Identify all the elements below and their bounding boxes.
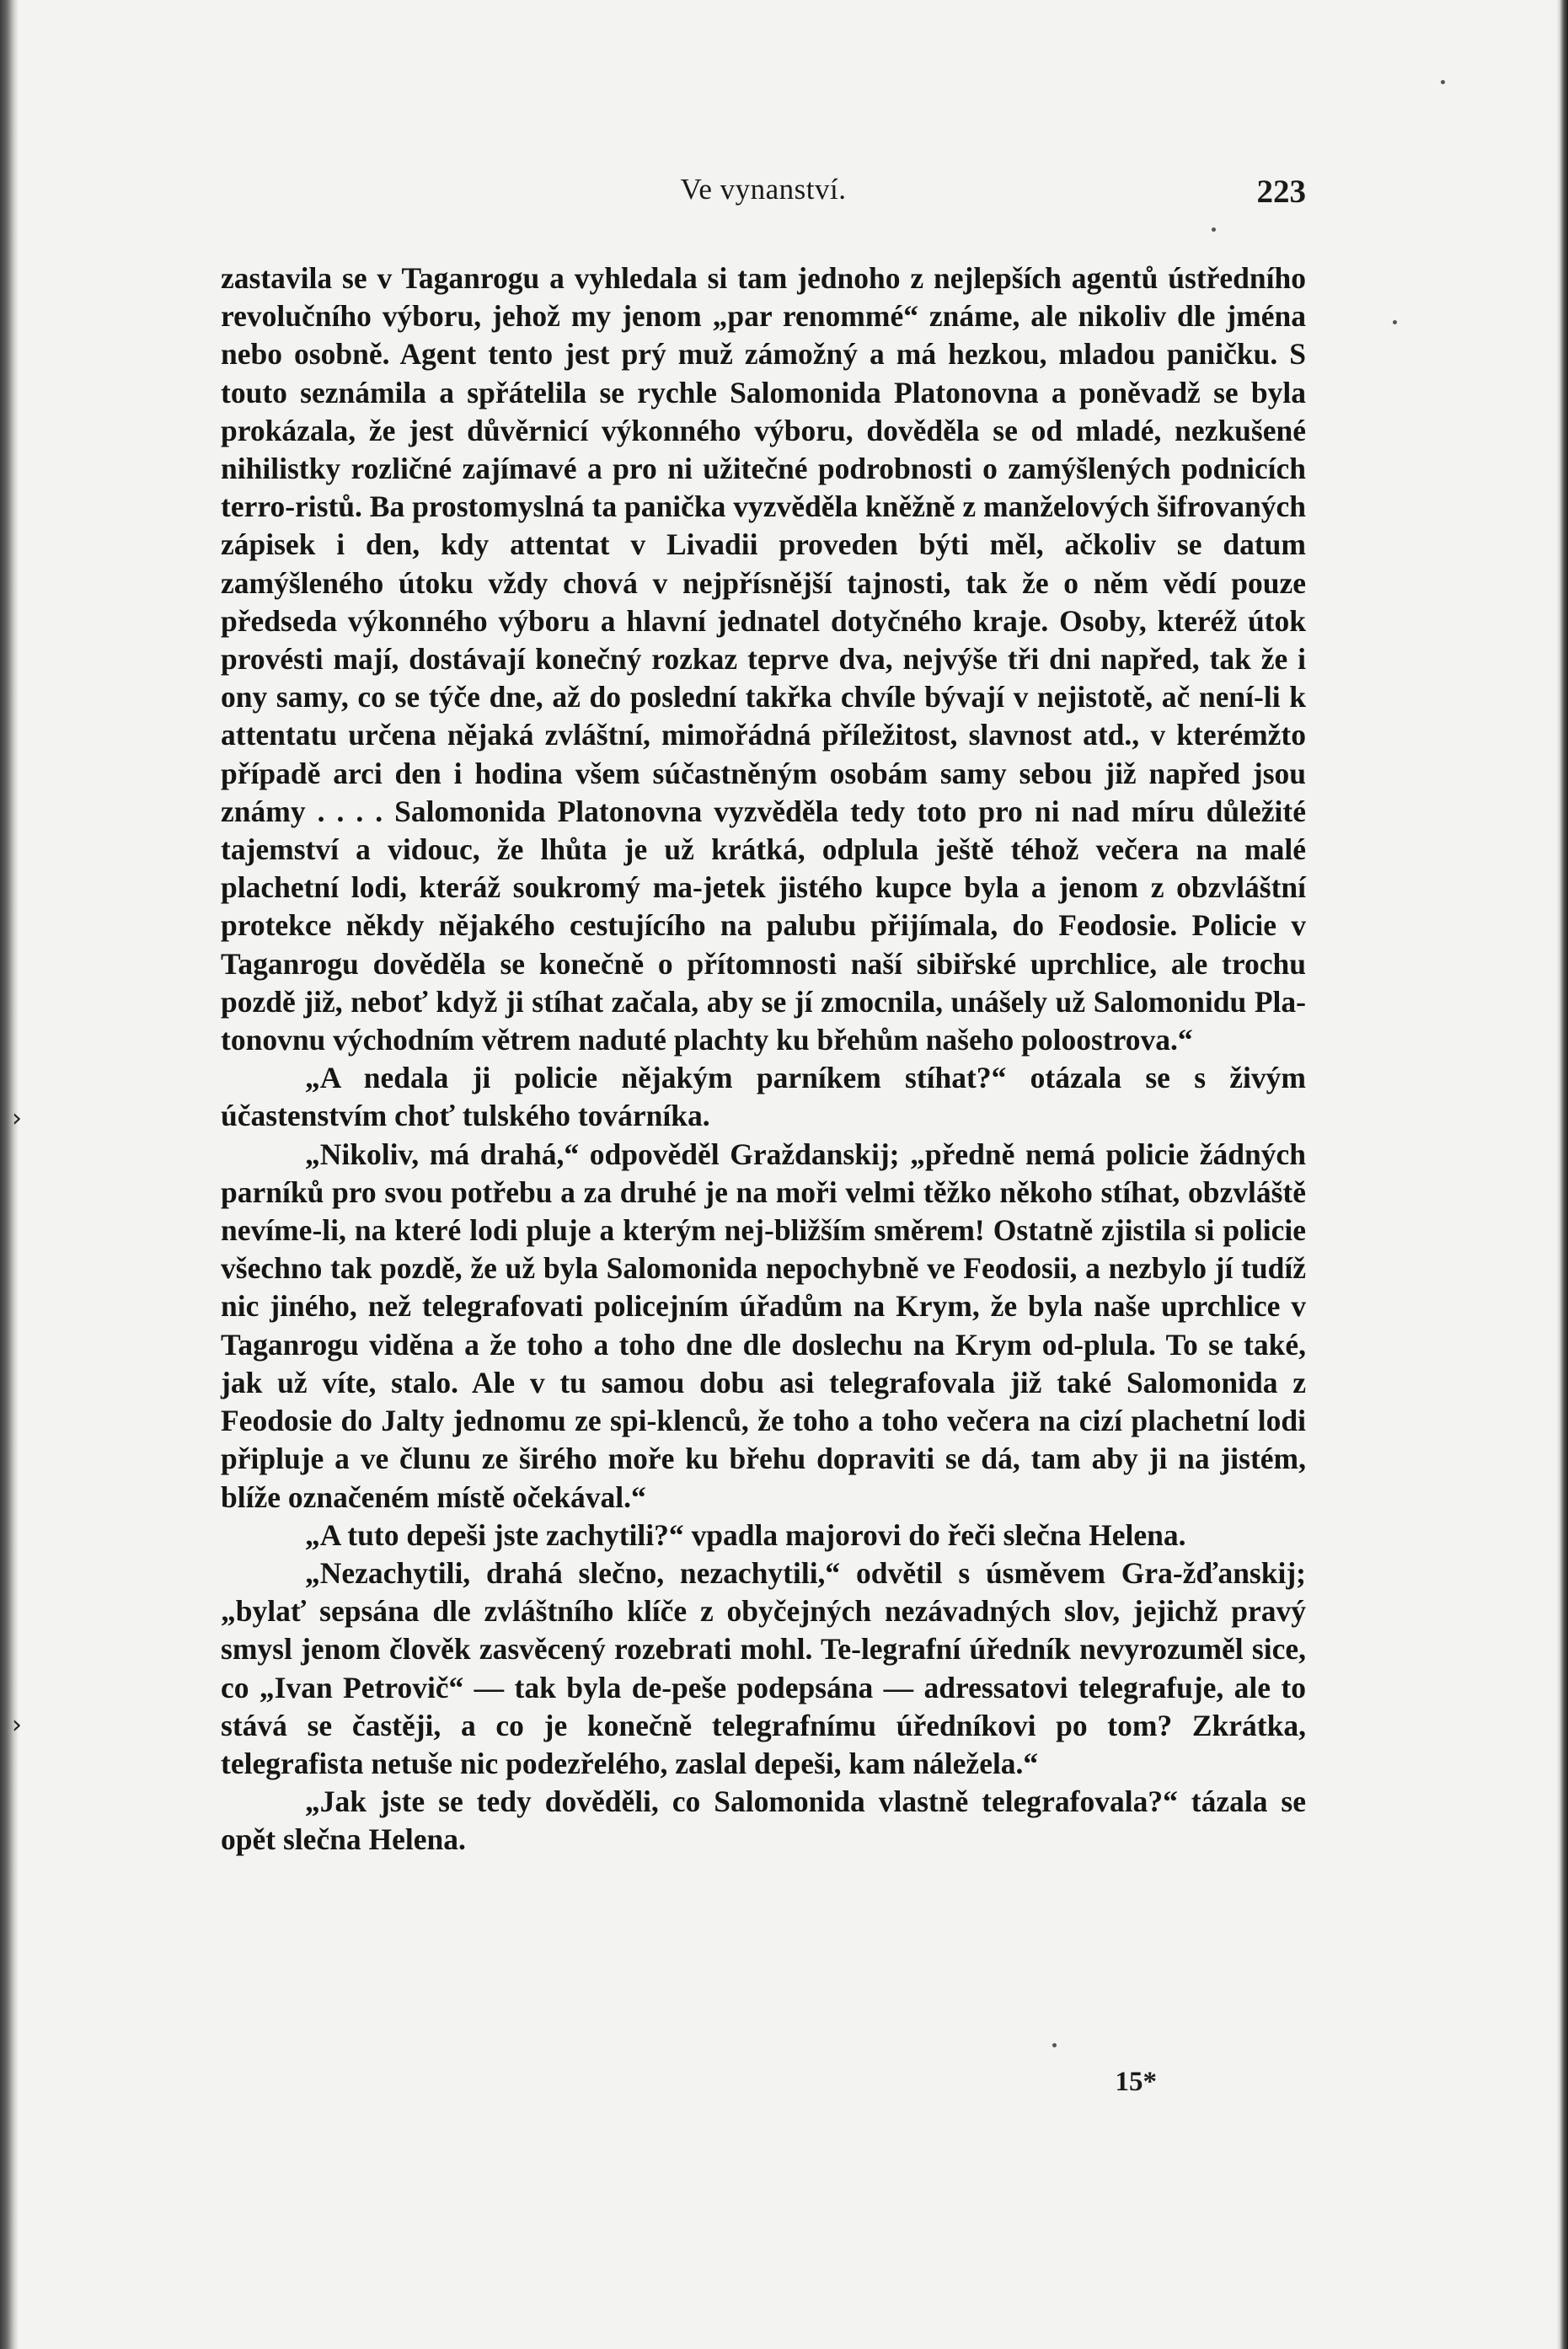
margin-mark-1: › xyxy=(12,1104,22,1133)
page-header xyxy=(221,173,1306,223)
body-text xyxy=(221,260,1306,1859)
page-edge-shadow xyxy=(1556,0,1568,2349)
paragraph-2: „A nedala ji policie nějakým parníkem stíhat?“ otázala se s živým účastenstvím choť tulského továrníka. xyxy=(221,1061,1306,1133)
paragraph-5: „Nezachytili, drahá slečno, nezachytili,“ odvětil s úsměvem Gra-žďanskij; „bylať sepsána dle zvláštního klíče z obyčejných nezávadných slov, jejichž pravý smysl jenom člověk zasvěcený rozebrati mohl. Te-legrafní úředník nevyrozuměl sice, co „Ivan Petrovič“ — tak byla de-peše podepsána — adressatovi telegrafuje, ale to stává se častěji, a co je konečně telegrafnímu úředníkovi po tom? Zkrátka, telegrafista netuše nic podezřelého, zaslal depeši, kam náležela.“ xyxy=(221,1555,1306,1780)
margin-mark-2: › xyxy=(12,1710,22,1740)
binding-shadow xyxy=(0,0,19,2349)
paragraph-3: „Nikoliv, má drahá,“ odpověděl Graždanskij; „předně nemá policie žádných parníků pro svou potřebu a za druhé je na moři velmi těžko někoho stíhat, obzvláště nevíme-li, na které lodi pluje a kterým nej-bližším směrem! Ostatně zjistila si policie všechno tak pozdě, že už byla Salomonida nepochybně ve Feodosii, a nezbylo jí tudíž nic jiného, než telegrafovati policejním úřadům na Krym, že byla naše uprchlice v Taganrogu viděna a že toho a toho dne dle doslechu na Krym od-plula. To se také, jak už víte, stalo. Ale v tu samou dobu asi telegrafovala již také Salomonida z Feodosie do Jalty jednomu ze spi-klenců, že toho a toho večera na cizí plachetní lodi připluje a ve člunu ze širého moře ku břehu dopraviti se dá, tam aby ji na jistém, blíže označeném místě očekával.“ xyxy=(221,1137,1306,1514)
ink-speck xyxy=(1393,320,1397,324)
printer-signature-mark: 15* xyxy=(1115,2067,1157,2097)
paragraph-1: zastavila se v Taganrogu a vyhledala si tam jednoho z nejlepších agentů ústředního revolučního výboru, jehož my jenom „par renommé“ známe, ale nikoliv dle jména nebo osobně. Agent tento jest prý muž zámožný a má hezkou, mladou paničku. S touto seznámila a spřátelila se rychle Salomonida Platonovna a poněvadž se byla prokázala, že jest důvěrnicí výkonného výboru, dověděla se od mladé, nezkušené nihilistky rozličné zajímavé a pro ni užitečné podrobnosti o zamýšlených podnicích terro-ristů. Ba prostomyslná ta panička vyzvěděla kněžně z manželových šifrovaných zápisek i den, kdy attentat v Livadii proveden býti měl, ačkoliv se datum zamýšleného útoku vždy chová v nejpřísnější tajnosti, tak že o něm vědí pouze předseda výkonného výboru a hlavní jednatel dotyčného kraje. Osoby, kteréž útok provésti mají, dostávají konečný rozkaz teprve dva, nejvýše tři dni napřed, tak že i ony samy, co se týče dne, až do poslední takřka chvíle bývají v nejistotě, ač není-li k attentatu určena nějaká zvláštní, mimořádná příležitost, slavnost atd., v kterémžto případě arci den i hodina všem súčastněným osobám samy sebou již napřed jsou známy . . . . Salomonida Platonovna vyzvěděla tedy toto pro ni nad míru důležité tajemství a vidouc, že lhůta je už krátká, odplula ještě téhož večera na malé plachetní lodi, kteráž soukromý ma-jetek jistého kupce byla a jenom z obzvláštní protekce někdy nějakého cestujícího na palubu přijímala, do Feodosie. Policie v Taganrogu dověděla se konečně o přítomnosti naší sibiřské uprchlice, ale trochu pozdě již, neboť když ji stíhat začala, aby se jí zmocnila, unášely už Salomonidu Pla-tonovnu východním větrem naduté plachty ku břehům našeho poloostrova.“ xyxy=(221,261,1306,1057)
paragraph-4: „A tuto depeši jste zachytili?“ vpadla majorovi do řeči slečna Helena. xyxy=(305,1517,1186,1552)
ink-speck xyxy=(1212,227,1216,232)
ink-speck xyxy=(1441,80,1445,84)
ink-speck xyxy=(1052,2043,1057,2047)
page-number: 223 xyxy=(1256,174,1306,210)
running-title: Ve vynanství. xyxy=(680,173,847,206)
paragraph-6: „Jak jste se tedy dověděli, co Salomonida vlastně telegrafovala?“ tázala se opět slečna Helena. xyxy=(221,1784,1306,1857)
